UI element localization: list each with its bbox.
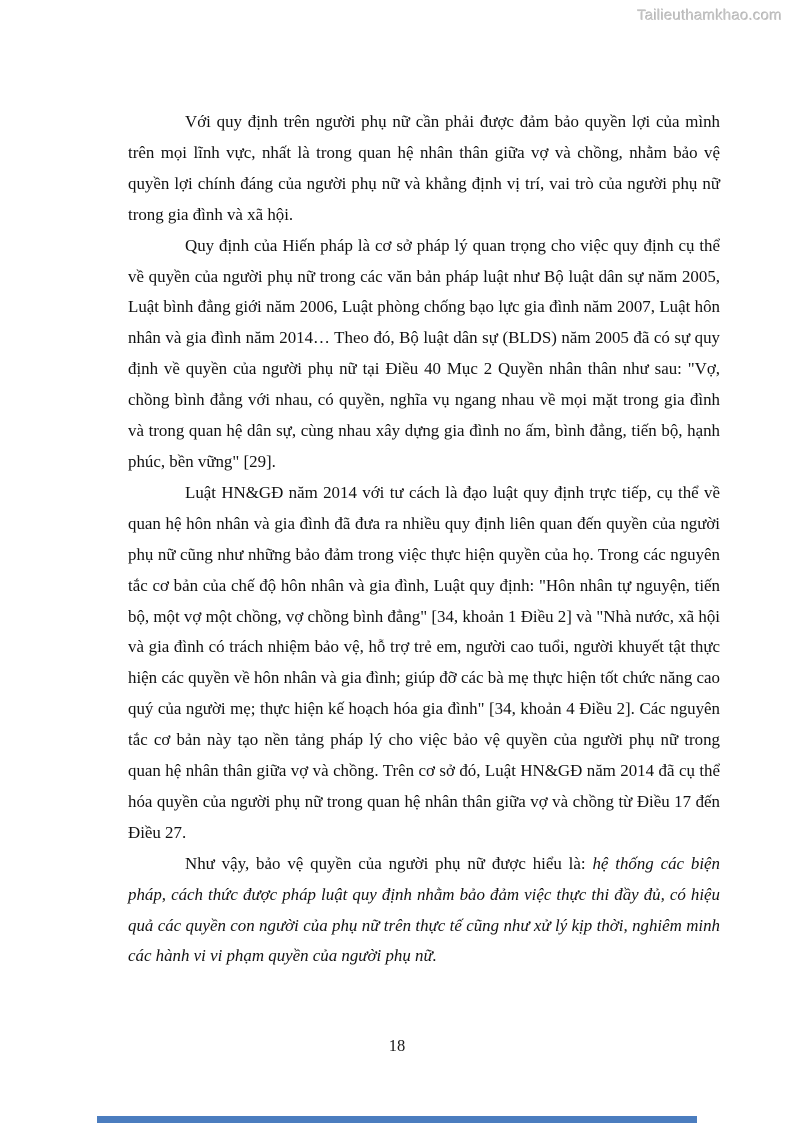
definition-lead-text: Như vậy, bảo vệ quyền của người phụ nữ được hiểu là: — [185, 853, 593, 873]
paragraph-definition — [128, 849, 720, 973]
paragraph-constitution-intro: Với quy định trên người phụ nữ cần phải được đảm bảo quyền lợi của mình trên mọi lĩnh vực, nhất là trong quan hệ nhân thân giữa vợ và chồng, nhằm bảo vệ quyền lợi chính đáng của người phụ nữ và khẳng định vị trí, vai trò của người phụ nữ trong gia đình và xã hội. — [128, 112, 720, 224]
body-text — [128, 107, 720, 972]
paragraph-legal-basis: Quy định của Hiến pháp là cơ sở pháp lý quan trọng cho việc quy định cụ thể về quyền của người phụ nữ trong các văn bản pháp luật như Bộ luật dân sự năm 2005, Luật bình đẳng giới năm 2006, Luật phòng chống bạo lực gia đình năm 2007, Luật hôn nhân và gia đình năm 2014… Theo đó, Bộ luật dân sự (BLDS) năm 2005 đã có sự quy định về quyền của người phụ nữ tại Điều 40 Mục 2 Quyền nhân thân như sau: "Vợ, chồng bình đẳng với nhau, có quyền, nghĩa vụ ngang nhau về mọi mặt trong gia đình và trong quan hệ dân sự, cùng nhau xây dựng gia đình no ấm, bình đẳng, tiến bộ, hạnh phúc, bền vững" [29]. — [128, 235, 720, 471]
page-number: 18 — [388, 1036, 406, 1055]
watermark-tailieuthamkhao: Tailieuthamkhao.com — [637, 7, 782, 24]
next-page-table-edge — [97, 1116, 697, 1123]
definition-emphasis-text: hệ thống các biện pháp, cách thức được pháp luật quy định nhằm bảo đảm việc thực thi đầy đủ, có hiệu quả các quyền con người của phụ nữ trên thực tế cũng như xử lý kịp thời, nghiêm minh các hành vi vi phạm quyền của người phụ nữ. — [128, 853, 720, 966]
paragraph-marriage-family-law: Luật HN&GĐ năm 2014 với tư cách là đạo luật quy định trực tiếp, cụ thể về quan hệ hôn nhân và gia đình đã đưa ra nhiều quy định liên quan đến quyền của người phụ nữ cũng như những bảo đảm trong việc thực hiện quyền của họ. Trong các nguyên tắc cơ bản của chế độ hôn nhân và gia đình, Luật quy định: "Hôn nhân tự nguyện, tiến bộ, một vợ một chồng, vợ chồng bình đẳng" [34, khoản 1 Điều 2] và "Nhà nước, xã hội và gia đình có trách nhiệm bảo vệ, hỗ trợ trẻ em, người cao tuổi, người khuyết tật thực hiện các quyền về hôn nhân và gia đình; giúp đỡ các bà mẹ thực hiện tốt chức năng cao quý của người mẹ; thực hiện kế hoạch hóa gia đình" [34, khoản 4 Điều 2]. Các nguyên tắc cơ bản này tạo nền tảng pháp lý cho việc bảo vệ quyền của người phụ nữ trong quan hệ nhân thân giữa vợ và chồng. Trên cơ sở đó, Luật HN&GĐ năm 2014 đã cụ thể hóa quyền của người phụ nữ trong quan hệ nhân thân giữa vợ và chồng từ Điều 17 đến Điều 27. — [128, 482, 720, 842]
